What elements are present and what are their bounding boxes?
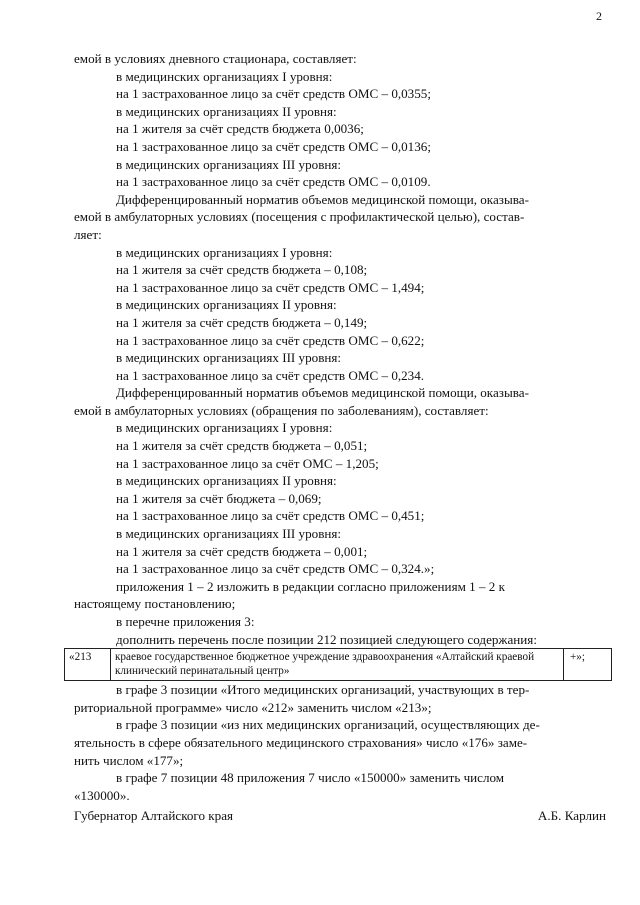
text-line: ляет:	[74, 226, 102, 242]
text-line: в медицинских организациях I уровня:	[116, 68, 333, 84]
text-line: в графе 3 позиции «из них медицинских организаций, осуществляющих де-	[116, 717, 540, 733]
text-line: приложения 1 – 2 изложить в редакции согласно приложениям 1 – 2 к	[116, 578, 505, 594]
text-line: нить числом «177»;	[74, 752, 184, 768]
text-line: ятельность в сфере обязательного медицинского страхования» число «176» заме-	[74, 734, 528, 750]
text-line: на 1 застрахованное лицо за счёт средств ОМС – 0,0355;	[116, 86, 431, 102]
table-cell-mark: +»;	[570, 651, 586, 664]
page-number: 2	[596, 9, 602, 23]
text-line: в медицинских организациях I уровня:	[116, 244, 333, 260]
text-line: емой в амбулаторных условиях (посещения с профилактической целью), состав-	[74, 209, 525, 225]
text-line: на 1 застрахованное лицо за счёт средств ОМС – 0,622;	[116, 332, 425, 348]
text-line: в перечне приложения 3:	[116, 614, 255, 629]
text-line: на 1 застрахованное лицо за счёт средств ОМС – 0,0109.	[116, 174, 431, 190]
text-line: Дифференцированный норматив объемов медицинской помощи, оказыва-	[116, 385, 529, 401]
text-line: на 1 застрахованное лицо за счёт ОМС – 1,205;	[116, 455, 379, 471]
text-line: емой в условиях дневного стационара, составляет:	[74, 51, 357, 66]
text-line: на 1 жителя за счёт средств бюджета – 0,051;	[116, 438, 368, 454]
table-cell-organization: краевое государственное бюджетное учреждение здравоохранения «Алтайский краевой клинический перинатальный центр»	[111, 649, 564, 680]
table-cell-number: «213	[65, 649, 111, 680]
insert-table-row	[64, 648, 612, 681]
text-line: в медицинских организациях III уровня:	[116, 526, 342, 542]
text-line: на 1 застрахованное лицо за счёт средств ОМС – 0,234.	[116, 367, 425, 383]
text-line: «130000».	[74, 787, 130, 803]
signature-name: А.Б. Карлин	[537, 808, 606, 823]
text-line: на 1 застрахованное лицо за счёт средств ОМС – 1,494;	[116, 279, 425, 295]
text-line: на 1 жителя за счёт средств бюджета – 0,108;	[116, 262, 368, 278]
text-line: в медицинских организациях II уровня:	[116, 297, 337, 313]
text-line: на 1 застрахованное лицо за счёт средств ОМС – 0,324.»;	[116, 561, 435, 577]
text-line: риториальной программе» число «212» заменить числом «213»;	[74, 699, 432, 715]
document-body	[69, 50, 604, 804]
text-line: Дифференцированный норматив объемов медицинской помощи, оказыва-	[116, 191, 529, 207]
text-line: емой в амбулаторных условиях (обращения по заболеваниям), составляет:	[74, 402, 489, 418]
text-line: в медицинских организациях III уровня:	[116, 350, 342, 366]
text-line: на 1 жителя за счёт средств бюджета – 0,149;	[116, 314, 368, 330]
signature-position: Губернатор Алтайского края	[74, 808, 234, 823]
text-line: в медицинских организациях II уровня:	[116, 103, 337, 119]
text-line: на 1 жителя за счёт бюджета – 0,069;	[116, 490, 322, 506]
text-line: в графе 3 позиции «Итого медицинских организаций, участвующих в тер-	[116, 682, 530, 698]
text-line: в медицинских организациях I уровня:	[116, 420, 333, 436]
text-line: в медицинских организациях III уровня:	[116, 156, 342, 172]
text-line: на 1 жителя за счёт средств бюджета – 0,001;	[116, 543, 368, 559]
text-line: на 1 застрахованное лицо за счёт средств ОМС – 0,451;	[116, 508, 425, 524]
text-line: на 1 застрахованное лицо за счёт средств ОМС – 0,0136;	[116, 138, 431, 154]
text-line: в графе 7 позиции 48 приложения 7 число «150000» заменить числом	[116, 770, 505, 786]
text-line: на 1 жителя за счёт средств бюджета 0,0036;	[116, 121, 364, 137]
text-line: в медицинских организациях II уровня:	[116, 473, 337, 489]
text-line: настоящему постановлению;	[74, 596, 236, 612]
text-line: дополнить перечень после позиции 212 позицией следующего содержания:	[116, 631, 537, 647]
